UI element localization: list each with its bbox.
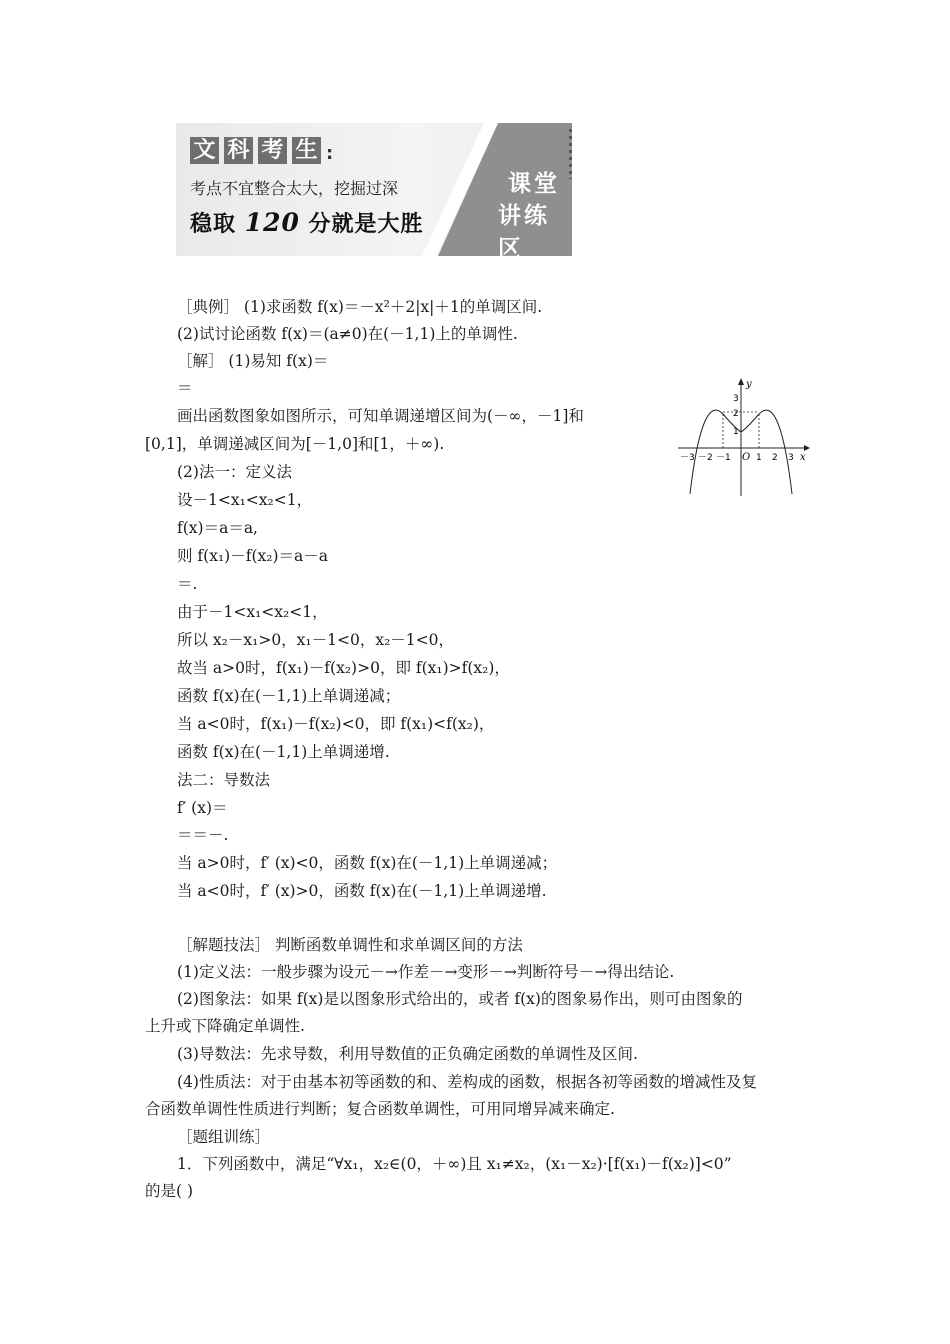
text-line-6: [0,1]，单调递减区间为[－1,0]和[1，＋∞). — [145, 435, 445, 453]
zone-line-2: 讲练区 — [498, 203, 550, 262]
text-line-12: 由于－1<x₁<x₂<1， — [177, 603, 328, 621]
text-line-23: ［解题技法］ 判断函数单调性和求单调区间的方法 — [177, 936, 523, 954]
y-tick-1: 1 — [733, 427, 739, 437]
text-line-24: (1)定义法：一般步骤为设元－→作差－→变形－→判断符号－→得出结论. — [177, 963, 675, 981]
x-axis-arrow — [804, 445, 810, 451]
zone-line-1: 课堂 — [508, 171, 560, 197]
x-tick-3: －1 — [716, 453, 731, 463]
text-line-13: 所以 x₂－x₁>0，x₁－1<0，x₂－1<0， — [177, 631, 455, 649]
x-tick-4: 1 — [756, 453, 762, 463]
y-tick-2: 2 — [733, 409, 739, 419]
text-line-10: 则 f(x₁)－f(x₂)＝a－a — [177, 547, 328, 565]
text-line-30: ［题组训练］ — [177, 1128, 271, 1146]
text-line-25: (2)图象法：如果 f(x)是以图象形式给出的，或者 f(x)的图象易作出，则可由图象的 — [177, 990, 743, 1008]
text-line-15: 函数 f(x)在(－1,1)上单调递减； — [177, 687, 401, 705]
text-line-20: ＝＝－. — [177, 826, 229, 844]
text-line-2: (2)试讨论函数 f(x)＝(a≠0)在(－1,1)上的单调性. — [177, 325, 518, 343]
x-axis-label: x — [800, 452, 806, 463]
text-line-16: 当 a<0时，f(x₁)－f(x₂)<0，即 f(x₁)<f(x₂)， — [177, 715, 495, 733]
x-tick-1: －3 — [680, 453, 695, 463]
text-line-31: 1．下列函数中，满足“∀x₁，x₂∈(0，＋∞)且 x₁≠x₂，(x₁－x₂)·[f(x₁)－f(x₂)]<0” — [177, 1155, 732, 1173]
text-line-22: 当 a<0时，f′ (x)>0，函数 f(x)在(－1,1)上单调递增. — [177, 882, 547, 900]
text-line-21: 当 a>0时，f′ (x)<0，函数 f(x)在(－1,1)上单调递减； — [177, 854, 558, 872]
banner-main-num: 120 — [244, 208, 300, 237]
text-line-4: ＝ — [177, 379, 193, 397]
x-tick-6: 3 — [788, 453, 794, 463]
text-line-32: 的是( ) — [145, 1182, 194, 1200]
y-axis-arrow — [738, 378, 744, 385]
tag-char-1: 文 — [190, 137, 219, 164]
text-line-9: f(x)＝a＝a, — [177, 519, 258, 537]
tag-char-3: 考 — [258, 137, 287, 164]
banner-main-post: 分就是大胜 — [308, 212, 424, 237]
banner-subtitle: 考点不宜整合太大，挖掘过深 — [190, 179, 399, 198]
banner-main-text — [190, 207, 424, 238]
x-tick-2: －2 — [698, 453, 713, 463]
text-line-7: (2)法一：定义法 — [177, 463, 292, 481]
banner-dots — [569, 129, 572, 179]
origin-label: O — [742, 452, 751, 463]
text-line-26: 上升或下降确定单调性. — [145, 1017, 305, 1035]
text-line-27: (3)导数法：先求导数，利用导数值的正负确定函数的单调性及区间. — [177, 1045, 638, 1063]
text-line-19: f′ (x)＝ — [177, 799, 228, 817]
tag-colon: : — [326, 143, 334, 164]
text-line-3: ［解］ (1)易知 f(x)＝ — [177, 352, 329, 370]
text-line-11: ＝. — [177, 575, 198, 593]
text-line-14: 故当 a>0时，f(x₁)－f(x₂)>0，即 f(x₁)>f(x₂)， — [177, 659, 510, 677]
function-graph — [676, 376, 812, 498]
banner-main-pre: 稳取 — [190, 212, 237, 237]
x-tick-5: 2 — [772, 453, 778, 463]
section-banner — [176, 123, 572, 262]
text-line-29: 合函数单调性性质进行判断；复合函数单调性，可用同增异减来确定. — [145, 1100, 615, 1118]
text-line-1: ［典例］ (1)求函数 f(x)＝－x²＋2|x|＋1的单调区间. — [177, 298, 543, 316]
text-line-18: 法二：导数法 — [177, 771, 271, 789]
text-line-17: 函数 f(x)在(－1,1)上单调递增. — [177, 743, 390, 761]
y-tick-3: 3 — [733, 394, 739, 404]
text-line-8: 设－1<x₁<x₂<1， — [177, 491, 313, 509]
text-line-5: 画出函数图象如图所示，可知单调递增区间为(－∞，－1]和 — [177, 407, 584, 425]
text-line-28: (4)性质法：对于由基本初等函数的和、差构成的函数，根据各初等函数的增减性及复 — [177, 1073, 757, 1091]
tag-char-4: 生 — [292, 137, 321, 164]
tag-char-2: 科 — [224, 137, 253, 164]
y-axis-label: y — [746, 379, 752, 390]
